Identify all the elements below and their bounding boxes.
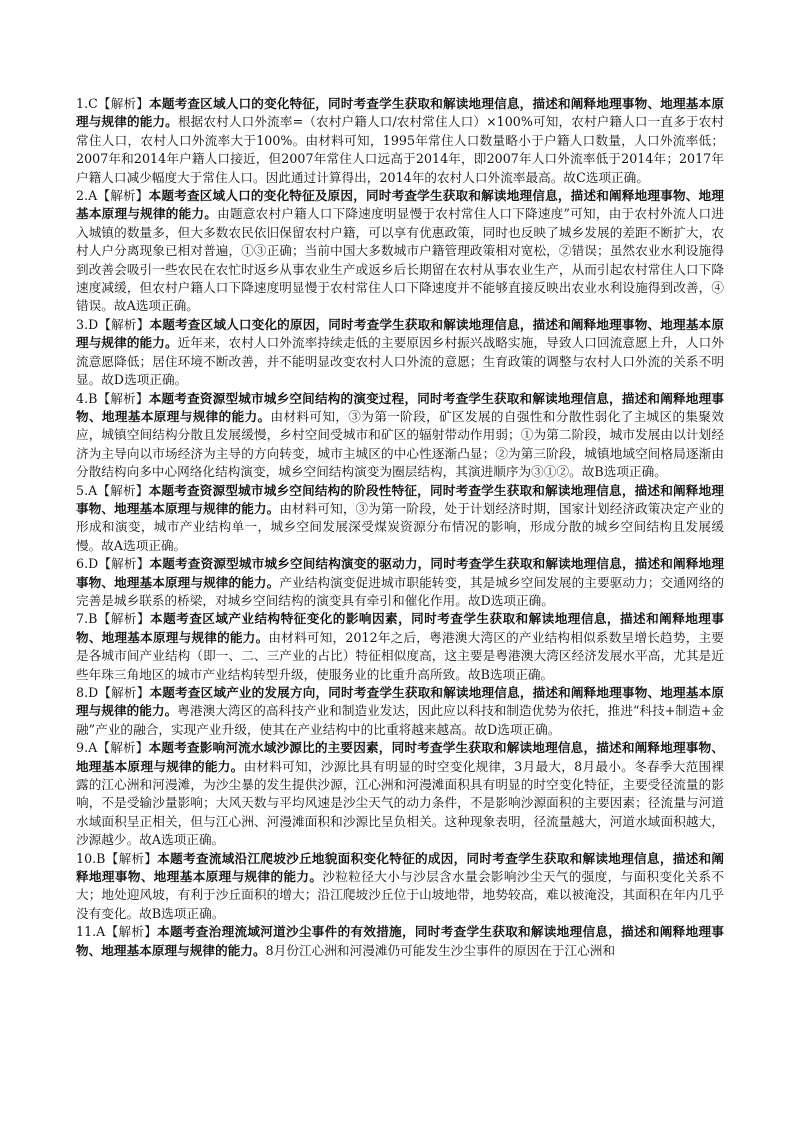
answer-item-3 bbox=[76, 316, 724, 390]
answer-item-1 bbox=[76, 95, 724, 187]
answer-tag: 5.A【解析】 bbox=[76, 482, 149, 498]
answer-text: 粤港澳大湾区的高科技产业和制造业发达，因此应以科技和制造优势为依托，推进“科技+制造+金融”产业的融合，实现产业升级，使其在产业结构中的比重将越来越高。故D选项正确。 bbox=[76, 703, 724, 737]
answer-item-6 bbox=[76, 555, 724, 610]
answer-item-4 bbox=[76, 390, 724, 482]
answer-item-11 bbox=[76, 923, 724, 960]
answer-tag: 1.C【解析】 bbox=[76, 96, 150, 111]
answer-tag: 10.B【解析】 bbox=[76, 850, 158, 866]
answer-summary: 本题考查区域产业的发展方向，同时考查学生获取和解读地理信息，描述和阐释地理事物、地理基本原理与规律的能力。 bbox=[76, 685, 725, 719]
answer-item-2 bbox=[76, 187, 724, 316]
answer-summary: 本题考查资源型城市城乡空间结构的演变过程，同时考查学生获取和解读地理信息，描述和阐释地理事物、地理基本原理与规律的能力。 bbox=[76, 390, 725, 424]
answer-summary: 本题考查影响河流水域沙源比的主要因素，同时考查学生获取和解读地理信息，描述和阐释地理事物、地理基本原理与规律的能力。 bbox=[76, 740, 725, 774]
answer-tag: 2.A【解析】 bbox=[76, 188, 149, 204]
answer-text: 由材料可知，③为第一阶段，矿区发展的自强性和分散性弱化了主城区的集聚效应，城镇空间结构分散且发展缓慢，乡村空间受城市和矿区的辐射带动作用弱；①为第二阶段，城市发展由以计划经济为主导向以市场经济为主导的方向转变，城市主城区的中心性逐渐凸显；②为第三阶段，城镇地域空间格局逐渐由分散结构向多中心网络化结构演变，城乡空间结构演变为圈层结构，其演进顺序为③①②。故B选项正确。 bbox=[76, 408, 725, 480]
answer-summary: 本题考查资源型城市城乡空间结构演变的驱动力，同时考查学生获取和解读地理信息，描述和阐释地理事物、地理基本原理与规律的能力。 bbox=[76, 556, 725, 590]
answer-tag: 8.D【解析】 bbox=[76, 685, 150, 700]
answer-tag: 6.D【解析】 bbox=[76, 556, 150, 572]
answer-item-9 bbox=[76, 739, 724, 849]
answer-tag: 7.B【解析】 bbox=[76, 611, 151, 627]
answer-item-10 bbox=[76, 850, 724, 924]
answer-text: 根据农村人口外流率=（农村户籍人口/农村常住人口）×100%可知，农村户籍人口一直多于农村常住人口，农村人口外流率大于100%。由材料可知，1995年常住人口数量略小于户籍人口数量，人口外流率低；2007年和2014年户籍人口接近，但2007年常住人口远高于2014年，即2007年人口外流率低于2014年；2017年户籍人口减少幅度大于常住人口。因此通过计算得出，2014年的农村人口外流率最高。故C选项正确。 bbox=[76, 114, 724, 185]
answer-tag: 9.A【解析】 bbox=[76, 740, 149, 756]
answer-summary: 本题考查资源型城市城乡空间结构的阶段性特征，同时考查学生获取和解读地理信息，描述和阐释地理事物、地理基本原理与规律的能力。 bbox=[76, 482, 725, 516]
answer-summary: 本题考查区域人口的变化特征及原因，同时考查学生获取和解读地理信息，描述和阐释地理事物、地理基本原理与规律的能力。 bbox=[76, 188, 725, 222]
answer-text: 沙粒粒径大小与沙层含水量会影响沙尘天气的强度，与面积变化关系不大；地处迎风坡，有利于沙丘面积的增大；沿江爬坡沙丘位于山坡地带，地势较高，难以被淹没，其面积在年内几乎没有变化。故B选项正确。 bbox=[76, 869, 724, 921]
answer-text: 由材料可知，③为第一阶段，处于计划经济时期，国家计划经济政策决定产业的形成和演变，城市产业结构单一，城乡空间发展深受煤炭资源分布情况的影响，形成分散的城乡空间结构且发展缓慢。故A选项正确。 bbox=[76, 500, 724, 553]
answer-summary: 本题考查流域沿江爬坡沙丘地貌面积变化特征的成因，同时考查学生获取和解读地理信息，描述和阐释地理事物、地理基本原理与规律的能力。 bbox=[76, 850, 725, 885]
answer-explanations bbox=[76, 95, 724, 960]
answer-summary: 本题考查区域人口的变化特征，同时考查学生获取和解读地理信息，描述和阐释地理事物、地理基本原理与规律的能力。 bbox=[76, 96, 724, 130]
answer-summary: 本题考查治理流域河道沙尘事件的有效措施，同时考查学生获取和解读地理信息，描述和阐释地理事物、地理基本原理与规律的能力。 bbox=[76, 924, 724, 958]
answer-text: 由题意农村户籍人口下降速度明显慢于农村常住人口下降速度”可知，由于农村外流人口进入城镇的数量多，但大多数农民依旧保留农村户籍，可以享有优惠政策，同时也反映了城乡发展的差距不断扩大，农村人户分离现象已相对普遍，①③正确；当前中国大多数城市户籍管理政策相对宽松，②错误；虽然农业水利设施得到改善会吸引一些农民在农忙时返乡从事农业生产或返乡后长期留在农村从事农业生产，从而引起农村常住人口下降速度减缓，但农村户籍人口下降速度明显慢于农村常住人口下降速度并不能够直接反映出农业水利设施得到改善，④错误。故A选项正确。 bbox=[76, 206, 724, 314]
answer-item-5 bbox=[76, 482, 724, 556]
answer-text: 产业结构演变促进城市职能转变，其是城乡空间发展的主要驱动力；交通网络的完善是城乡联系的桥梁，对城乡空间结构的演变具有牵引和催化作用。故D选项正确。 bbox=[76, 574, 724, 608]
answer-item-8 bbox=[76, 684, 724, 739]
answer-text: 近年来，农村人口外流率持续走低的主要原因乡村振兴战略实施，导致人口回流意愿上升，人口外流意愿降低；居住环境不断改善，并不能明显改变农村人口外流的意愿；生育政策的调整与农村人口外流的关系不明显。故D选项正确。 bbox=[76, 335, 724, 388]
answer-summary: 本题考查区域人口变化的原因，同时考查学生获取和解读地理信息，描述和阐释地理事物、地理基本原理与规律的能力。 bbox=[76, 316, 725, 351]
answer-text: 8月份江心洲和河漫滩仍可能发生沙尘事件的原因在于江心洲和 bbox=[265, 942, 616, 958]
answer-tag: 3.D【解析】 bbox=[76, 316, 150, 332]
answer-text: 由材料可知，2012年之后，粤港澳大湾区的产业结构相似系数呈增长趋势，主要是各城市间产业结构（即一、二、三产业的占比）特征相似度高，这主要是粤港澳大湾区经济发展水平高，尤其是近些年珠三角地区的城市产业结构转型升级，使服务业的比重升高所致。故B选项正确。 bbox=[76, 629, 724, 682]
answer-tag: 4.B【解析】 bbox=[76, 390, 149, 406]
answer-tag: 11.A【解析】 bbox=[76, 924, 158, 940]
answer-text: 由材料可知，沙源比具有明显的时空变化规律，3月最大，8月最小。冬春季大范围裸露的江心洲和河漫滩，为沙尘暴的发生提供沙源，江心洲和河漫滩面积具有明显的时空变化特征，主要受径流量的影响，不是受输沙量影响；大风天数与平均风速是沙尘天气的动力条件，不是影响沙源面积的主要因素；径流量与河道水域面积呈正相关，但与江心洲、河漫滩面积和沙源比呈负相关。这种现象表明，径流量越大，河道水域面积越大，沙源越少。故A选项正确。 bbox=[76, 758, 724, 848]
answer-summary: 本题考查区域产业结构特征变化的影响因素，同时考查学生获取和解读地理信息，描述和阐释地理事物、地理基本原理与规律的能力。 bbox=[76, 611, 724, 645]
answer-item-7 bbox=[76, 610, 724, 684]
